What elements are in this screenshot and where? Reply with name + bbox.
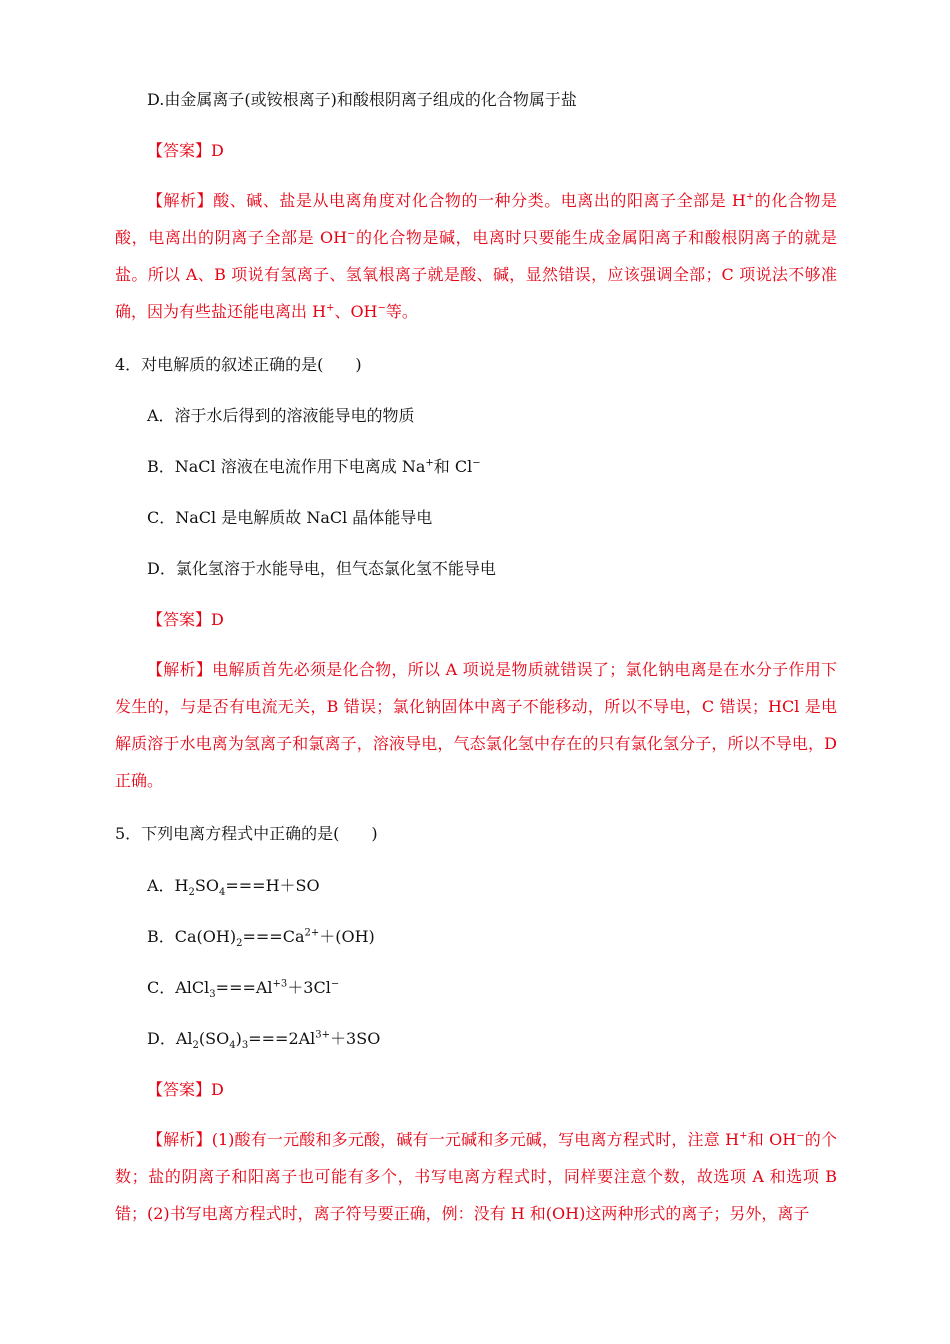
q5-analysis-label: 【解析】 xyxy=(147,1130,212,1149)
q5-answer: 【答案】D xyxy=(147,1080,224,1099)
q3-analysis-part3: 的化合物是碱，电离时只要能生成金属阳离子和酸根阴离子的就是盐。所以 A、B 项说有氢离子、氢氧根离子就是酸、碱，显然错误，应该强调全部；C 项说法不够准确，因为有些盐还能电离出 H xyxy=(115,228,837,321)
q3-analysis xyxy=(115,182,837,330)
q4-option-a: A．溶于水后得到的溶液能导电的物质 xyxy=(147,406,415,425)
q5-option-c-s1: 3 xyxy=(209,989,216,1001)
q5-analysis-part1: (1)酸有一元酸和多元酸，碱有一元碱和多元碱，写电离方程式时，注意 H xyxy=(211,1130,740,1149)
q4-option-b-mid: 和 Cl xyxy=(433,457,473,476)
q4-option-b xyxy=(147,457,481,477)
q5-option-a xyxy=(147,876,320,899)
q3-answer: 【答案】D xyxy=(147,141,224,160)
q4-option-b-sup2: − xyxy=(472,457,481,469)
q4-analysis-label: 【解析】 xyxy=(147,660,213,679)
q5-analysis-sup2: − xyxy=(796,1130,805,1142)
q5-analysis-part2: 和 OH xyxy=(747,1130,797,1149)
q5-option-c-sup2: − xyxy=(330,978,340,990)
q4-option-b-sup1: + xyxy=(425,457,434,469)
q3-analysis-sup3: + xyxy=(326,302,335,314)
q5-option-c-p2: ===Al xyxy=(215,978,273,997)
q4-analysis-text: 电解质首先必须是化合物，所以 A 项说是物质就错误了；氯化钠电离是在水分子作用下发生的，与是否有电流无关，B 错误；氯化钠固体中离子不能移动，所以不导电，C 错误；HCl 是电解质溶于水电离为氢离子和氯离子，溶液导电，气态氯化氢中存在的只有氯化氢分子，所以不导电，D 正确。 xyxy=(115,660,837,790)
q3-analysis-part4: 、OH xyxy=(334,302,378,321)
q3-analysis-part5: 等。 xyxy=(385,302,418,321)
q5-option-d-p2: (SO xyxy=(198,1029,230,1048)
q5-option-b-p1: B．Ca(OH) xyxy=(147,927,237,946)
q5-option-a-p3: ===H＋SO xyxy=(225,876,320,895)
q4-stem: 4．对电解质的叙述正确的是( ) xyxy=(115,355,362,374)
q4-option-b-pre: B．NaCl 溶液在电流作用下电离成 Na xyxy=(147,457,426,476)
q5-option-d-s2: 4 xyxy=(229,1040,236,1052)
q3-analysis-part1: 酸、碱、盐是从电离角度对化合物的一种分类。电离出的阳离子全部是 H xyxy=(213,191,746,210)
q5-analysis-sup1: + xyxy=(739,1130,748,1142)
q5-analysis-part3: 的个数；盐的阴离子和阳离子也可能有多个，书写电离方程式时，同样要注意个数，故选项 A 和选项 B 错；(2)书写电离方程式时，离子符号要正确，例：没有 H 和(OH)这两种形式的离子；另外，离子 xyxy=(115,1130,837,1223)
q5-option-a-p2: SO xyxy=(194,876,219,895)
q5-analysis xyxy=(115,1121,837,1232)
q5-option-c xyxy=(147,978,340,1001)
q5-option-d-p4: ===2Al xyxy=(248,1029,316,1048)
q5-option-d xyxy=(147,1029,381,1052)
q5-option-d-s1: 2 xyxy=(192,1040,199,1052)
q4-answer: 【答案】D xyxy=(147,610,224,629)
q5-option-d-sup1: 3+ xyxy=(315,1029,331,1041)
q3-analysis-sup4: − xyxy=(377,302,386,314)
q5-option-d-p5: ＋3SO xyxy=(330,1029,381,1048)
q5-option-d-p3: ) xyxy=(235,1029,242,1048)
q3-analysis-sup1: + xyxy=(745,191,755,203)
q4-analysis xyxy=(115,651,837,799)
q3-analysis-sup2: − xyxy=(347,228,356,240)
q5-option-c-p3: ＋3Cl xyxy=(287,978,331,997)
q5-option-a-s2: 4 xyxy=(218,887,226,899)
q5-option-c-p1: C．AlCl xyxy=(147,978,210,997)
q5-option-d-s3: 3 xyxy=(241,1040,249,1052)
q4-option-c: C．NaCl 是电解质故 NaCl 晶体能导电 xyxy=(147,508,433,527)
q5-option-b xyxy=(147,927,375,950)
q3-option-d: D.由金属离子(或铵根离子)和酸根阴离子组成的化合物属于盐 xyxy=(147,90,577,109)
q3-analysis-label: 【解析】 xyxy=(147,191,214,210)
q5-option-b-p3: ＋(OH) xyxy=(319,927,375,946)
q5-option-c-sup1: +3 xyxy=(272,978,288,990)
q3-analysis-part2: 的化合物是酸，电离出的阴离子全部是 OH xyxy=(115,191,837,247)
q5-option-a-p1: A．H xyxy=(147,876,189,895)
q5-option-b-p2: ===Ca xyxy=(242,927,305,946)
q5-option-a-s1: 2 xyxy=(188,887,195,899)
q5-option-b-s1: 2 xyxy=(236,938,243,950)
q4-option-d: D．氯化氢溶于水能导电，但气态氯化氢不能导电 xyxy=(147,559,496,578)
q5-option-b-sup1: 2+ xyxy=(304,927,320,939)
q5-option-d-p1: D．Al xyxy=(147,1029,193,1048)
q5-stem: 5．下列电离方程式中正确的是( ) xyxy=(115,824,378,843)
